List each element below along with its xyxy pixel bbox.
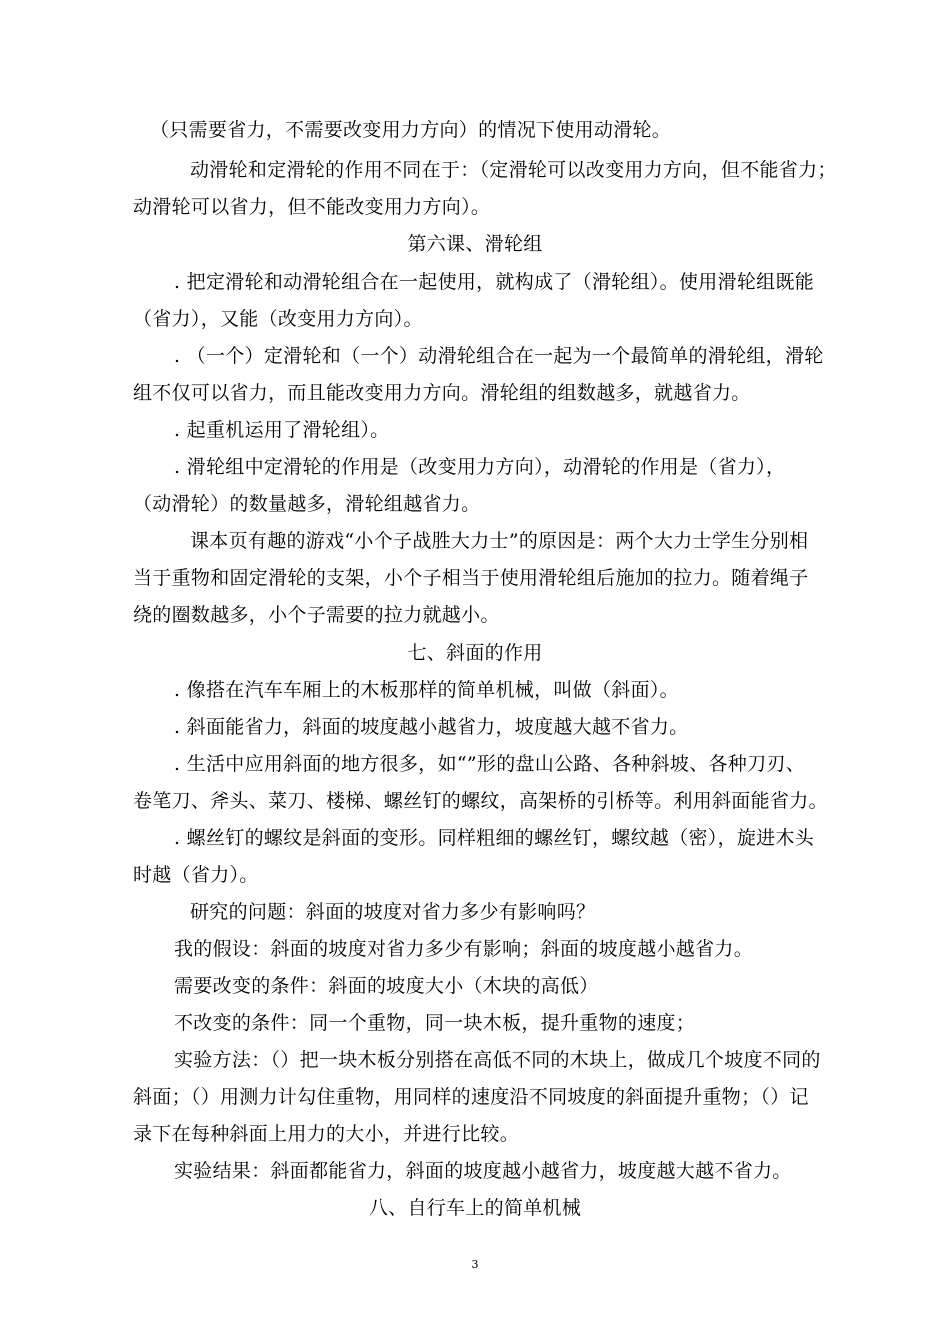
text-line: 当于重物和固定滑轮的支架，小个子相当于使用滑轮组后施加的拉力。随着绳子 xyxy=(133,567,809,589)
text-line: 需要改变的条件：斜面的坡度大小（木块的高低） xyxy=(174,975,599,997)
text-line: 组不仅可以省力，而且能改变用力方向。滑轮组的组数越多，就越省力。 xyxy=(133,382,751,404)
text-line: 实验结果：斜面都能省力，斜面的坡度越小越省力，坡度越大越不省力。 xyxy=(174,1160,792,1182)
text-line: 时越（省力）。 xyxy=(133,864,259,886)
text-line: 实验方法：（）把一块木板分别搭在高低不同的木块上，做成几个坡度不同的 xyxy=(174,1049,821,1071)
text-line: （只需要省力，不需要改变用力方向）的情况下使用动滑轮。 xyxy=(150,119,672,141)
section-heading: 八、自行车上的简单机械 xyxy=(368,1197,582,1219)
text-line: . 像搭在汽车车厢上的木板那样的简单机械，叫做（斜面）。 xyxy=(174,679,679,701)
text-line: 动滑轮可以省力，但不能改变用力方向）。 xyxy=(133,196,491,218)
text-line: 绕的圈数越多，小个子需要的拉力就越小。 xyxy=(133,604,500,626)
text-line: （动滑轮）的数量越多，滑轮组越省力。 xyxy=(133,493,481,515)
text-line: 录下在每种斜面上用力的大小，并进行比较。 xyxy=(133,1123,520,1145)
text-line: . 生活中应用斜面的地方很多，如“”形的盘山公路、各种斜坡、各种刀刃、 xyxy=(174,753,806,775)
text-line: 不改变的条件：同一个重物，同一块木板，提升重物的速度； xyxy=(174,1012,696,1034)
text-line: . 把定滑轮和动滑轮组合在一起使用，就构成了（滑轮组）。使用滑轮组既能 xyxy=(174,271,815,293)
text-line: 课本页有趣的游戏“小个子战胜大力士”的原因是：两个大力士学生分别相 xyxy=(190,530,809,552)
text-line: . 螺丝钉的螺纹是斜面的变形。同样粗细的螺丝钉，螺纹越（密），旋进木头 xyxy=(174,827,815,849)
text-line: . 滑轮组中定滑轮的作用是（改变用力方向），动滑轮的作用是（省力）， xyxy=(174,456,786,478)
text-line: . 斜面能省力，斜面的坡度越小越省力，坡度越大越不省力。 xyxy=(174,716,689,738)
text-line: 卷笔刀、斧头、菜刀、楼梯、螺丝钉的螺纹，高架桥的引桥等。利用斜面能省力。 xyxy=(133,790,828,812)
section-heading: 七、斜面的作用 xyxy=(407,642,543,664)
text-line: 动滑轮和定滑轮的作用不同在于：（定滑轮可以改变用力方向，但不能省力； xyxy=(190,159,837,181)
text-line: 研究的问题：斜面的坡度对省力多少有影响吗？ xyxy=(190,901,596,923)
text-line: . 起重机运用了滑轮组）。 xyxy=(174,419,390,441)
text-line: 斜面；（）用测力计勾住重物，用同样的速度沿不同坡度的斜面提升重物；（）记 xyxy=(133,1086,809,1108)
text-line: . （一个）定滑轮和（一个）动滑轮组合在一起为一个最简单的滑轮组，滑轮 xyxy=(174,345,824,367)
text-line: 我的假设：斜面的坡度对省力多少有影响；斜面的坡度越小越省力。 xyxy=(174,938,754,960)
page-number: 3 xyxy=(471,1258,479,1271)
text-line: （省力），又能（改变用力方向）。 xyxy=(133,308,423,330)
section-heading: 第六课、滑轮组 xyxy=(407,233,543,255)
